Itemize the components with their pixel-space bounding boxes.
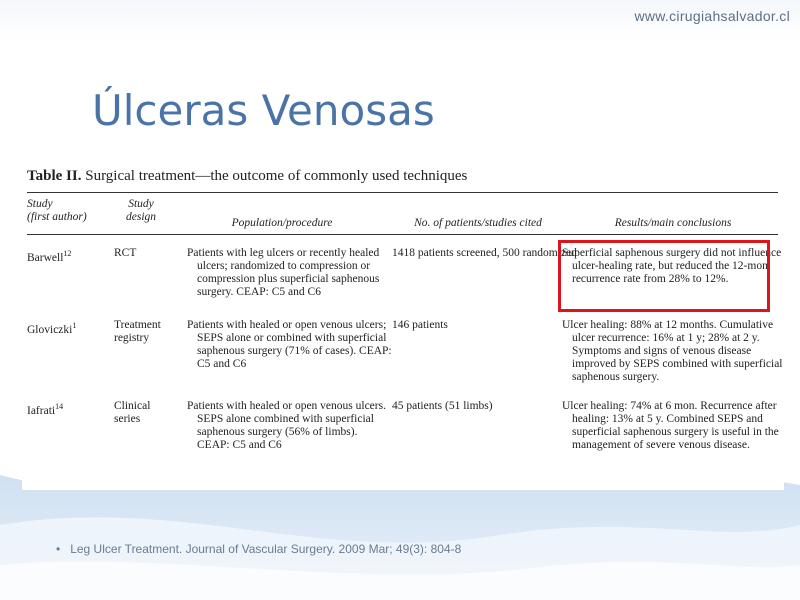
reference-citation	[56, 542, 461, 556]
row1-design: RCT	[114, 247, 137, 259]
row2-author	[27, 319, 109, 337]
row2-population: Patients with healed or open venous ulcers; SEPS alone or combined with superficial saphenous surgery (71% of cases). CEAP: C5 and C6	[187, 319, 392, 370]
row3-population: Patients with healed or open venous ulcers. SEPS alone combined with superficial saphenous surgery (56% of limbs). CEAP: C5 and C6	[187, 400, 386, 451]
row1-author-name: Barwell	[27, 251, 64, 264]
header-patients: No. of patients/studies cited	[414, 217, 542, 229]
row1-patients: 1418 patients screened, 500 randomized	[392, 247, 577, 259]
table-caption	[27, 168, 467, 185]
row3-author-ref: 14	[55, 402, 64, 411]
row1-author	[27, 247, 109, 265]
header-design	[110, 198, 172, 224]
table-caption-text: Surgical treatment—the outcome of commonly used techniques	[81, 168, 468, 184]
row1-author-ref: 12	[63, 249, 72, 258]
row3-author	[27, 400, 109, 418]
row2-author-ref: 1	[72, 321, 77, 330]
highlight-box	[558, 240, 770, 312]
table-top-rule	[27, 192, 778, 193]
table-image	[22, 160, 784, 490]
row2-design: Treatment registry	[114, 319, 161, 344]
row3-results: Ulcer healing: 74% at 6 mon. Recurrence after healing: 13% at 5 y. Combined SEPS and superficial saphenous surgery is useful in the management of severe venous disease.	[562, 400, 779, 451]
row3-patients: 45 patients (51 limbs)	[392, 400, 493, 412]
table-caption-number: Table II.	[27, 168, 82, 184]
header-study-line2: (first author)	[27, 211, 87, 223]
row3-design: Clinical series	[114, 400, 151, 425]
header-study-line1: Study	[27, 198, 53, 210]
row1-results: Superficial saphenous surgery did not influence ulcer-healing rate, but reduced the 12-mon recurrence rate from 28% to 12%.	[562, 247, 782, 285]
row2-results: Ulcer healing: 88% at 12 months. Cumulative ulcer recurrence: 16% at 1 y; 28% at 2 y. Symptoms and signs of venous disease improved by SEPS combined with superficial saphenous surgery.	[562, 319, 783, 383]
header-design-line2: design	[125, 211, 157, 223]
header-design-line1: Study	[128, 198, 154, 210]
table-header-rule	[27, 234, 778, 235]
row2-patients: 146 patients	[392, 319, 448, 331]
slide-title: Úlceras Venosas	[92, 86, 435, 136]
header-population: Population/procedure	[231, 217, 333, 229]
header-study	[27, 198, 107, 224]
bullet-icon: •	[56, 542, 61, 556]
site-url: www.cirugiahsalvador.cl	[634, 8, 790, 24]
reference-text: Leg Ulcer Treatment. Journal of Vascular Surgery. 2009 Mar; 49(3): 804-8	[70, 542, 462, 556]
row3-author-name: Iafrati	[27, 404, 56, 417]
row2-author-name: Gloviczki	[27, 323, 73, 336]
row1-population: Patients with leg ulcers or recently healed ulcers; randomized to compression or compression plus superficial saphenous surgery. CEAP: C5 and C6	[187, 247, 380, 298]
top-bar	[0, 0, 800, 40]
header-results: Results/main conclusions	[614, 217, 732, 229]
